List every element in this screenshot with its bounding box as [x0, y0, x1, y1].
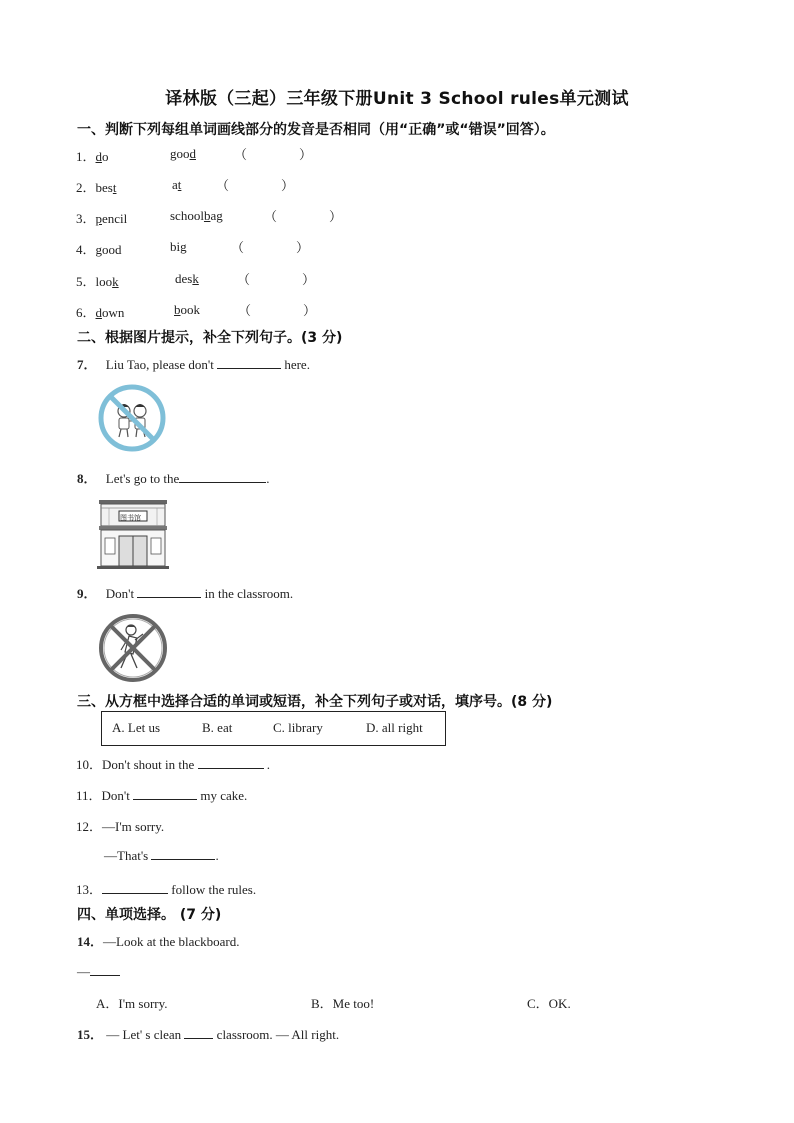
question-12	[76, 816, 164, 835]
word-two: book	[174, 302, 200, 317]
question-number: 4．	[76, 242, 96, 257]
question-14-response	[77, 963, 120, 980]
question-8	[77, 468, 269, 487]
answer-blank[interactable]	[90, 963, 120, 976]
word-one: best	[95, 180, 117, 195]
question-3	[76, 208, 127, 227]
question-text: Liu Tao, please don't	[105, 357, 214, 372]
question-text: in the classroom.	[204, 586, 294, 601]
question-text: .	[266, 471, 270, 486]
section-2-heading: 二、根据图片提示，补全下列句子。(3 分)	[77, 330, 343, 346]
question-text: —I'm sorry.	[102, 819, 165, 834]
question-text: Don't	[101, 788, 130, 803]
question-6	[76, 302, 124, 321]
answer-blank[interactable]	[179, 470, 266, 483]
no-fighting-icon	[97, 383, 167, 453]
word-one: good	[95, 242, 122, 257]
question-number: 9．	[77, 586, 97, 601]
option-b: B. eat	[202, 720, 233, 735]
answer-blank[interactable]	[133, 787, 197, 800]
word-one: pencil	[95, 211, 128, 226]
question-text: classroom. — All right.	[216, 1027, 340, 1042]
library-building-icon	[97, 498, 169, 570]
question-text: —Look at the blackboard.	[103, 934, 240, 949]
word-one: do	[95, 149, 109, 164]
question-text: — Let' s clean	[106, 1027, 182, 1042]
question-number: 14．	[77, 934, 104, 949]
answer-blank[interactable]	[137, 585, 201, 598]
question-text: .	[266, 757, 271, 772]
answer-parentheses[interactable]: （ ）	[238, 303, 317, 318]
question-text: Don't	[105, 586, 135, 601]
answer-parentheses[interactable]: （ ）	[264, 209, 343, 224]
question-number: 11．	[76, 788, 102, 803]
section-1-heading: 一、判断下列每组单词画线部分的发音是否相同（用“正确”或“错误”回答）。	[77, 122, 555, 138]
option-a: A. Let us	[112, 720, 161, 735]
question-number: 15．	[77, 1027, 104, 1042]
question-2	[76, 177, 116, 196]
question-11	[76, 785, 247, 804]
answer-parentheses[interactable]: （ ）	[234, 147, 313, 162]
question-number: 3．	[76, 211, 96, 226]
question-text: Let's go to the	[105, 471, 180, 486]
word-two: at	[172, 177, 182, 192]
question-10	[76, 754, 270, 773]
question-number: 10．	[76, 757, 103, 772]
word-two: big	[170, 239, 187, 254]
section-4-heading: 四、单项选择。 (7 分)	[77, 907, 222, 923]
question-number: 2．	[76, 180, 96, 195]
question-number: 6．	[76, 305, 96, 320]
page-title: 译林版（三起）三年级下册Unit 3 School rules单元测试	[165, 89, 629, 109]
question-text: .	[215, 848, 219, 863]
option-c: C. library	[273, 720, 323, 735]
answer-blank[interactable]	[151, 847, 215, 860]
option-d: D. all right	[366, 720, 423, 735]
question-text: —	[77, 964, 90, 979]
word-two: schoolbag	[170, 208, 223, 223]
answer-blank[interactable]	[198, 756, 264, 769]
question-number: 12．	[76, 819, 103, 834]
word-one: look	[95, 274, 119, 289]
question-14-option-c[interactable]: C．OK.	[527, 996, 571, 1011]
answer-parentheses[interactable]: （ ）	[216, 178, 295, 193]
question-number: 1．	[76, 149, 96, 164]
question-9	[77, 583, 293, 602]
library-sign: 图书馆	[120, 514, 141, 522]
question-14	[77, 931, 239, 950]
section-3-heading: 三、从方框中选择合适的单词或短语，补全下列句子或对话，填序号。(8 分)	[77, 694, 553, 710]
word-two: desk	[175, 271, 199, 286]
question-text: follow the rules.	[171, 882, 257, 897]
question-13	[76, 879, 256, 898]
question-text: my cake.	[200, 788, 248, 803]
answer-blank[interactable]	[184, 1026, 213, 1039]
question-14-option-b[interactable]: B．Me too!	[311, 996, 375, 1011]
question-5	[76, 271, 119, 290]
question-number: 13．	[76, 882, 103, 897]
question-number: 5．	[76, 274, 96, 289]
question-14-option-a[interactable]: A．I'm sorry.	[96, 996, 168, 1011]
question-number: 7．	[77, 357, 97, 372]
question-1	[76, 146, 109, 165]
question-7	[77, 354, 310, 373]
question-15	[77, 1024, 339, 1043]
question-12-reply	[104, 847, 219, 864]
answer-blank[interactable]	[102, 881, 168, 894]
answer-parentheses[interactable]: （ ）	[231, 240, 310, 255]
word-two: good	[170, 146, 196, 161]
question-text: here.	[284, 357, 310, 372]
question-4	[76, 239, 122, 258]
question-text: Don't shout in the	[102, 757, 195, 772]
question-number: 8．	[77, 471, 97, 486]
word-one: down	[95, 305, 125, 320]
question-text: —That's	[104, 848, 149, 863]
answer-parentheses[interactable]: （ ）	[237, 272, 316, 287]
answer-blank[interactable]	[217, 356, 281, 369]
no-eating-icon	[97, 612, 169, 684]
